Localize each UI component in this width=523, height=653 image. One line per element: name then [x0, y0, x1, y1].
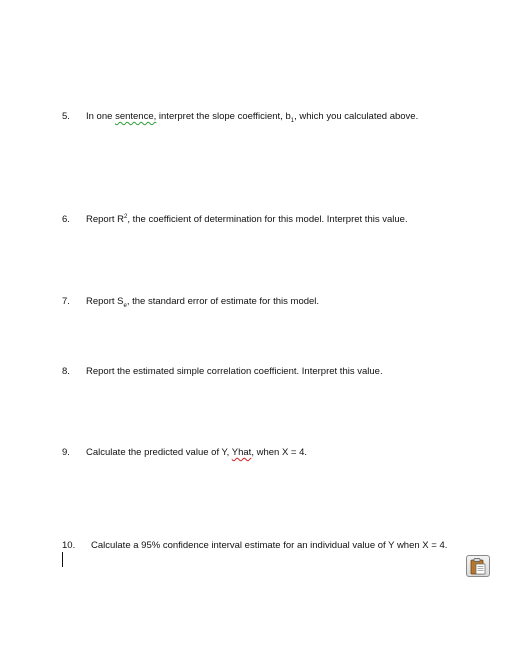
question-8	[62, 366, 383, 378]
question-text: Report S	[86, 296, 124, 307]
question-6	[62, 214, 408, 226]
question-number: 10.	[62, 540, 76, 551]
superscript: 2	[124, 213, 128, 220]
question-5	[62, 111, 418, 123]
paste-options-button[interactable]	[466, 555, 490, 577]
question-number: 5.	[62, 111, 70, 122]
question-text: Report the estimated simple correlation coefficient. Interpret this value.	[86, 366, 383, 377]
subscript: e	[123, 302, 127, 309]
text-cursor	[62, 552, 63, 567]
question-number: 9.	[62, 447, 70, 458]
question-text: , the standard error of estimate for this model.	[126, 296, 320, 307]
question-number: 8.	[62, 366, 70, 377]
question-text: , which you calculated above.	[294, 111, 419, 122]
question-text: Report R	[86, 214, 125, 225]
question-text: interpret the slope coefficient, b	[156, 111, 291, 122]
spelling-flagged-word[interactable]: Yhat	[231, 447, 252, 458]
grammar-flagged-word[interactable]: sentence,	[115, 111, 157, 122]
question-number: 7.	[62, 296, 70, 307]
question-number: 6.	[62, 214, 70, 225]
question-10	[62, 540, 447, 552]
question-text: , when X = 4.	[251, 447, 308, 458]
clipboard-paste-icon	[470, 558, 486, 575]
question-9	[62, 447, 307, 459]
question-7	[62, 296, 319, 308]
question-text: , the coefficient of determination for this model. Interpret this value.	[127, 214, 408, 225]
question-text: Calculate the predicted value of Y,	[86, 447, 232, 458]
question-text: Calculate a 95% confidence interval estimate for an individual value of Y when X = 4.	[91, 540, 448, 551]
question-text: In one	[86, 111, 116, 122]
subscript: 1	[290, 117, 295, 124]
